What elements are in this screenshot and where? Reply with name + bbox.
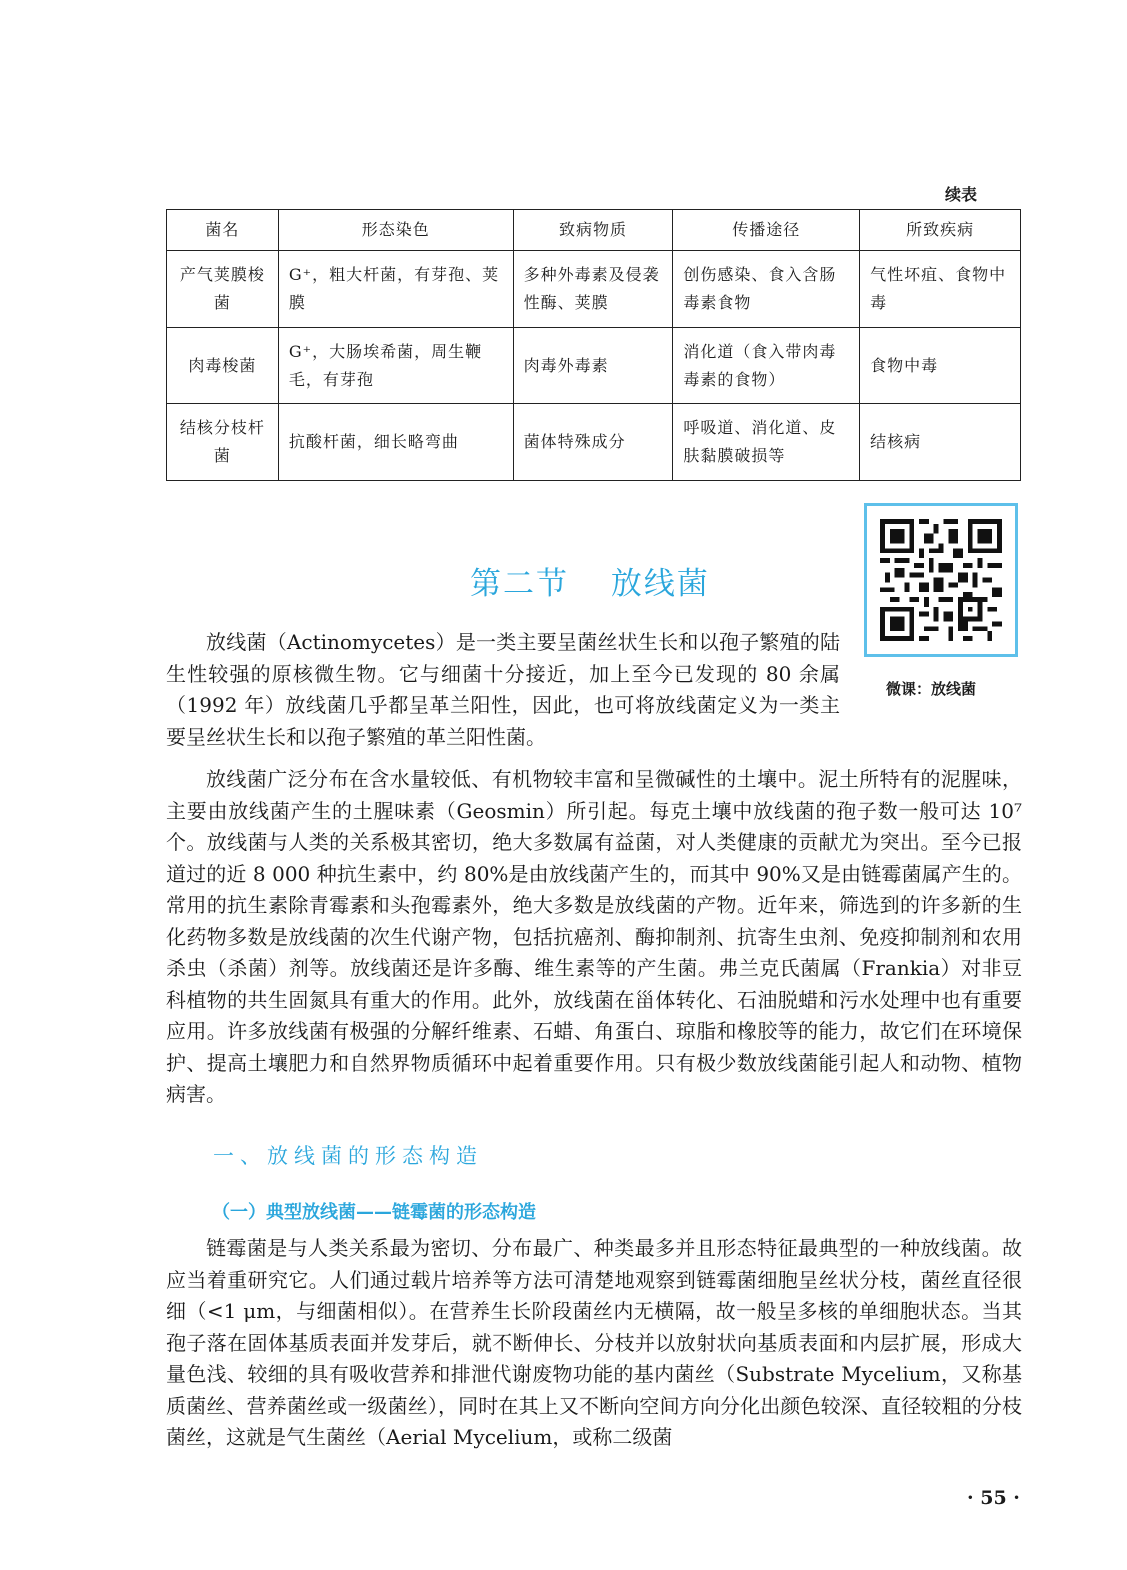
header-disease: 所致疾病 (860, 210, 1021, 251)
paragraph-distribution: 放线菌广泛分布在含水量较低、有机物较丰富和呈微碱性的土壤中。泥土所特有的泥腥味，主要由放线菌产生的土腥味素（Geosmin）所引起。每克土壤中放线菌的孢子数一般可达 10⁷ 个。放线菌与人类的关系极其密切，绝大多数属有益菌，对人类健康的贡献尤为突出。至今已报道过的近 8 000 种抗生素中，约 80%是由放线菌产生的，而其中 90%又是由链霉菌属产生的。常用的抗生素除青霉素和头孢霉素外，绝大多数是放线菌的产物。近年来，筛选到的许多新的生化药物多数是放线菌的次生代谢产物，包括抗癌剂、酶抑制剂、抗寄生虫剂、免疫抑制剂和农用杀虫（杀菌）剂等。放线菌还是许多酶、维生素等的产生菌。弗兰克氏菌属（Frankia）对非豆科植物的共生固氮具有重大的作用。此外，放线菌在甾体转化、石油脱蜡和污水处理中也有重要应用。许多放线菌有极强的分解纤维素、石蜡、角蛋白、琼脂和橡胶等的能力，故它们在环境保护、提高土壤肥力和自然界物质循环中起着重要作用。只有极少数放线菌能引起人和动物、植物病害。 (166, 767, 1022, 1106)
table-row (167, 328, 1021, 404)
cell-pathogenic: 菌体特殊成分 (513, 404, 673, 481)
header-route: 传播途径 (673, 210, 860, 251)
cell-name: 结核分枝杆菌 (167, 404, 279, 481)
table-row (167, 251, 1021, 328)
cell-route: 呼吸道、消化道、皮肤黏膜破损等 (673, 404, 860, 481)
cell-disease: 结核病 (860, 404, 1021, 481)
cell-disease: 气性坏疽、食物中毒 (860, 251, 1021, 328)
table-row (167, 404, 1021, 481)
cell-name: 肉毒梭菌 (167, 328, 279, 404)
bacteria-table (166, 209, 1021, 481)
section-title: 第二节 放线菌 (470, 566, 710, 602)
continued-table-label: 续表 (945, 185, 978, 204)
subsubsection-heading: （一）典型放线菌——链霉菌的形态构造 (212, 1202, 536, 1223)
table-header-row (167, 210, 1021, 251)
header-form: 形态染色 (278, 210, 513, 251)
cell-pathogenic: 多种外毒素及侵袭性酶、荚膜 (513, 251, 673, 328)
subsection-heading: 一、放线菌的形态构造 (213, 1144, 483, 1168)
cell-route: 创伤感染、食入含肠毒素食物 (673, 251, 860, 328)
qr-code-icon[interactable] (880, 519, 1002, 641)
qr-caption: 微课：放线菌 (886, 680, 977, 698)
cell-form: 抗酸杆菌，细长略弯曲 (278, 404, 513, 481)
cell-pathogenic: 肉毒外毒素 (513, 328, 673, 404)
header-pathogenic: 致病物质 (513, 210, 673, 251)
page-number: · 55 · (967, 1487, 1020, 1509)
cell-form: G⁺，大肠埃希菌，周生鞭毛，有芽孢 (278, 328, 513, 404)
paragraph-intro: 放线菌（Actinomycetes）是一类主要呈菌丝状生长和以孢子繁殖的陆生性较强的原核微生物。它与细菌十分接近，加上至今已发现的 80 余属（1992 年）放线菌几乎都呈革兰阳性，因此，也可将放线菌定义为一类主要呈丝状生长和以孢子繁殖的革兰阳性菌。 (166, 630, 840, 749)
cell-form: G⁺，粗大杆菌，有芽孢、荚膜 (278, 251, 513, 328)
cell-disease: 食物中毒 (860, 328, 1021, 404)
cell-route: 消化道（食入带肉毒毒素的食物） (673, 328, 860, 404)
qr-code-frame[interactable] (864, 503, 1018, 657)
paragraph-streptomyces: 链霉菌是与人类关系最为密切、分布最广、种类最多并且形态特征最典型的一种放线菌。故应当着重研究它。人们通过载片培养等方法可清楚地观察到链霉菌细胞呈丝状分枝，菌丝直径很细（<1 μm，与细菌相似）。在营养生长阶段菌丝内无横隔，故一般呈多核的单细胞状态。当其孢子落在固体基质表面并发芽后，就不断伸长、分枝并以放射状向基质表面和内层扩展，形成大量色浅、较细的具有吸收营养和排泄代谢废物功能的基内菌丝（Substrate Mycelium，又称基质菌丝、营养菌丝或一级菌丝），同时在其上又不断向空间方向分化出颜色较深、直径较粗的分枝菌丝，这就是气生菌丝（Aerial Mycelium，或称二级菌 (166, 1236, 1022, 1449)
cell-name: 产气荚膜梭菌 (167, 251, 279, 328)
header-name: 菌名 (167, 210, 279, 251)
